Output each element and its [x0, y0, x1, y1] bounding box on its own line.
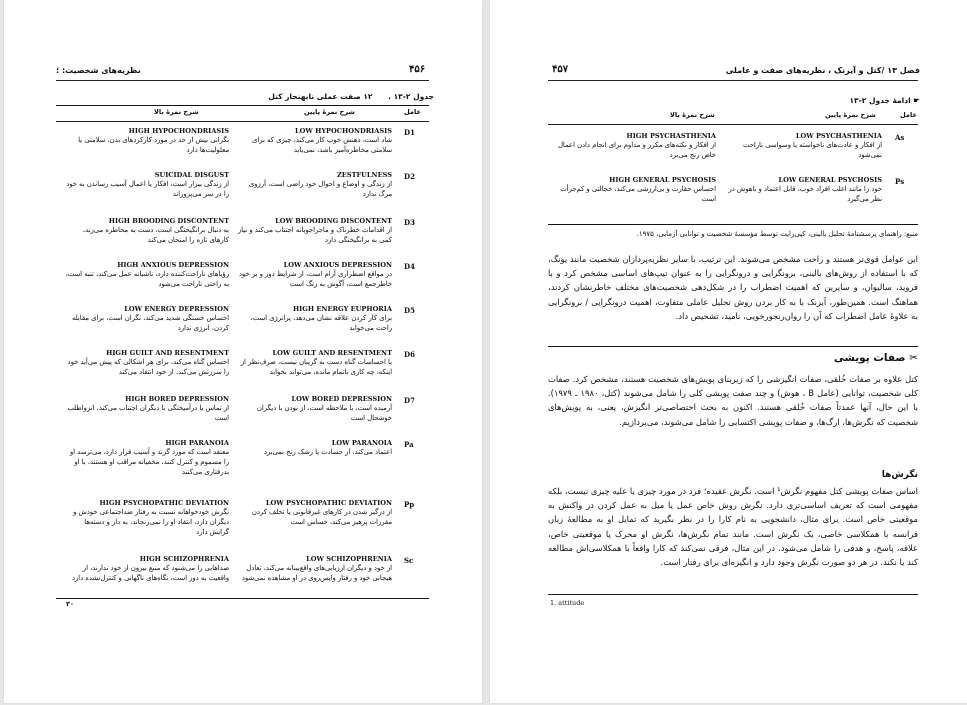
table-row — [490, 174, 967, 222]
footnote-rule — [548, 594, 918, 595]
section-rule — [548, 346, 918, 347]
low-score-cell-label: LOW HYPOCHONDRIASIS — [295, 127, 392, 135]
left-page — [4, 0, 482, 703]
low-score-cell-description: از افکار و عادت‌های ناخواسته یا وسواسی ناراحت نمی‌شود — [742, 141, 882, 159]
section-marker-icon: ✂ — [909, 352, 918, 364]
high-score-cell — [64, 439, 229, 477]
factor-code: D3 — [404, 218, 415, 227]
section-title: صفات پویشی — [833, 352, 906, 364]
factor-code: D1 — [404, 128, 415, 137]
high-score-cell-description: احساس حقارت و بی‌ارزشی می‌کند، خجالتی و کم‌جرأت است — [560, 185, 716, 203]
high-score-cell-label: HIGH GUILT AND RESENTMENT — [106, 349, 229, 357]
factor-code: Sc — [404, 556, 414, 565]
col-low: شرح نمرهٔ پایین — [825, 111, 876, 119]
table-header-rule — [548, 124, 918, 125]
high-score-cell — [64, 395, 229, 423]
source-note: منبع: راهنمای پرسشنامهٔ تحلیل بالینی، کپی‌رایت توسط مؤسسهٔ شخصیت و توانایی آزمایی، ۱۹۷۵. — [636, 230, 918, 238]
low-score-cell-description: برای کار کردن علاقه نشان می‌دهد، پرانرژی است، راحت می‌خوابد — [250, 314, 392, 332]
low-score-cell-label: LOW GUILT AND RESENTMENT — [272, 349, 392, 357]
high-score-cell-label: HIGH ANXIOUS DEPRESSION — [117, 261, 229, 269]
low-score-cell-description: با احساسات گناه دست به گریبان نیست، صرف‌نظر از اینکه، چه کاری ناتمام مانده، می‌تواند بخوابد — [240, 358, 392, 376]
high-score-cell-description: رؤیاهای ناراحت‌کننده دارد، ناشیانه عمل می‌کند، تنبه است، به راحتی ناراحت می‌شود — [65, 270, 229, 288]
running-head: نظریه‌های شخصیت: ؛ — [56, 66, 141, 75]
low-score-cell-label: LOW PSYCHASTHENIA — [795, 132, 882, 140]
paragraph-1: این عوامل قوی‌تر هستند و راحت مشخص می‌شوند. این ترتیب، با سایر نظریه‌پردازان شخصیت مانند یونگ، که با استفاده از روش‌های بالینی، برونگرایی و درونگرایی را به عنوان تیپ‌های اساسی مشخص کرد و با فروید، سالیوان، و سایرین که اهمیت اضطراب را در شکل‌دهی شخصیت‌های مختلف خاطرنشان کردند، هماهنگ است. همین‌طور، آیزنک با به کار بردن روش تحلیل عاملی متفاوت، اهمیت درونگرایی / برونگرایی به علاوهٔ عامل اضطراب که آن را روان‌رنجورخویی، نامید، تشخیص داد. — [548, 254, 918, 321]
low-score-cell — [234, 499, 392, 527]
table-row — [4, 437, 482, 497]
factor-code: As — [895, 133, 905, 142]
high-score-cell-label: HIGH PSYCHASTHENIA — [626, 132, 716, 140]
paragraph-2: کتل علاوه بر صفات خُلقی، صفات انگیزشی را که زیربنای پویش‌های شخصیت هستند، مشخص کرد. صفات کلی شخصیت، توانایی (عامل B ، هوش) و چند صفت پویشی کلی را شامل می‌شوند (کتل، ۱۹۸۰ ـ ۱۹۷۹). با این حال، آنها عمدتاً صفات خُلقی هستند. اکنون به بحث اختصاصی‌تر انگیزش، یعنی، به پویش‌های شخصیت که نگرش‌ها، ارگ‌ها، و صفات پویشی اکتسابی را شامل می‌شوند، می‌پردازیم. — [548, 374, 918, 427]
low-score-cell-label: LOW PARANOIA — [331, 439, 392, 447]
table-row — [4, 553, 482, 603]
high-score-cell — [554, 132, 716, 160]
col-high: شرح نمرهٔ بالا — [670, 111, 715, 119]
table-cont-caption-text: ادامهٔ جدول ۲-۱۳ — [849, 96, 911, 105]
low-score-cell-label: ZESTFULNESS — [336, 171, 392, 179]
high-score-cell-description: صداهایی را می‌شنود که منبع بیرون از خود ندارند، از واقعیت به دور است، نگاه‌های ناگهانی و کنترل‌نشده دارد — [71, 564, 229, 582]
table-caption-title: ۱۲ صفت عملی نابهنجار کتل — [268, 92, 373, 101]
table-row — [4, 125, 482, 169]
low-score-cell — [234, 171, 392, 199]
low-score-cell-description: از درگیر شدن در کارهای غیرقانونی یا تخلف کردن مقررات پرهیز می‌کند، حساس است — [251, 508, 392, 526]
high-score-cell-description: نگرانی بیش از حد در مورد کارکردهای بدن، سلامتی یا معلولیت‌ها دارد — [78, 136, 229, 154]
factor-code: Pp — [404, 500, 415, 509]
low-score-cell-description: از اقدامات خطرناک و ماجراجویانه اجتناب می‌کند و نیاز کمی به برانگیختگی دارد — [237, 226, 392, 244]
high-score-cell-label: HIGH GENERAL PSYCHOSIS — [609, 176, 716, 184]
col-low: شرح نمرهٔ پایین — [304, 108, 355, 116]
col-high: شرح نمرهٔ بالا — [154, 108, 199, 116]
subsection-title: نگرش‌ها — [881, 470, 918, 480]
high-score-cell-label: HIGH PSYCHOPATHIC DEVIATION — [99, 499, 229, 507]
low-score-cell-description: از خود و دیگران ارزیابی‌های واقع‌بینانه می‌کند، تعادل هیجانی خود و رفتار واپس‌روی در او مشاهده نمی‌شود — [241, 564, 392, 582]
high-score-cell — [64, 217, 229, 245]
factor-code: D4 — [404, 262, 415, 271]
low-score-cell-description: آرمیده است، با ملاحظه است، از بودن با دیگران خوشحال است — [256, 404, 392, 422]
factor-code: D6 — [404, 350, 415, 359]
high-score-cell-description: احساس گناه می‌کند، برای هر اشکالی که پیش می‌آید خود را سرزنش می‌کند، از خود انتقاد می‌کند — [67, 358, 229, 376]
low-score-cell-description: از زندگی و اوضاع و احوال خود راضی است، آرزوی مرگ ندارد — [248, 180, 392, 198]
high-score-cell — [64, 127, 229, 155]
page-number: ۴۵۷ — [552, 64, 569, 75]
low-score-cell — [234, 217, 392, 245]
low-score-cell-description: شاد است، ذهنش خوب کار می‌کند، چیزی که برای سلامتی مخاطره‌آمیز باشد، نمی‌یابد — [252, 136, 392, 154]
low-score-cell-label: LOW BORED DEPRESSION — [291, 395, 392, 403]
section-heading — [834, 352, 918, 364]
header-rule — [548, 80, 918, 81]
low-score-cell-description: خود را مانند اغلب افراد خوب، قابل اعتماد و باهوش در نظر می‌گیرد — [728, 185, 882, 203]
low-score-cell — [234, 261, 392, 289]
table-top-rule — [56, 105, 429, 106]
high-score-cell-description: از تماس با درآمیختگی با دیگران اجتناب می‌کند، انزواطلب است — [67, 404, 229, 422]
table-row — [4, 393, 482, 437]
right-page — [490, 0, 967, 703]
low-score-cell-description: در مواقع اضطراری آرام است، از شرایط دور و بر خود خاطرجمع است، آگوش به زنگ است — [238, 270, 392, 288]
high-score-cell-label: LOW ENERGY DEPRESSION — [124, 305, 229, 313]
low-score-cell — [234, 305, 392, 333]
low-score-cell-label: LOW PSYCHOPATHIC DEVIATION — [265, 499, 392, 507]
table-row — [4, 347, 482, 393]
high-score-cell — [64, 305, 229, 333]
high-score-cell-description: از زندگی بیزار است، افکار یا اعمال آسیب رساندن به خود را در سر می‌پروراند — [66, 180, 229, 198]
low-score-cell-label: HIGH ENERGY EUPHORIA — [292, 305, 392, 313]
table-caption-number: جدول ۲-۱۳ . — [388, 92, 434, 101]
table-cont-caption — [849, 96, 920, 105]
factor-code: Pa — [404, 440, 414, 449]
table-row — [4, 303, 482, 347]
high-score-cell-label: HIGH BROODING DISCONTENT — [108, 217, 229, 225]
low-score-cell-label: LOW GENERAL PSYCHOSIS — [778, 176, 882, 184]
high-score-cell-label: HIGH BORED DEPRESSION — [125, 395, 229, 403]
table-caption — [174, 92, 434, 101]
running-head: فصل ۱۳ /کتل و آیزنک ، نظریه‌های صفت و عاملی — [725, 66, 920, 75]
low-score-cell — [234, 439, 392, 457]
low-score-cell — [722, 176, 882, 204]
table-row — [490, 130, 967, 174]
low-score-cell — [234, 395, 392, 423]
table-bottom-rule — [56, 598, 429, 599]
factor-code: D2 — [404, 172, 415, 181]
low-score-cell — [234, 127, 392, 155]
low-score-cell-label: LOW BROODING DISCONTENT — [275, 217, 392, 225]
factor-code: Ps — [895, 177, 905, 186]
high-score-cell — [64, 349, 229, 377]
high-score-cell — [554, 176, 716, 204]
paragraph-3: اساس صفات پویشی کتل مفهوم نگرش¹ است. نگرش عقیده؛ فرد در مورد چیزی یا علیه چیزی نیست، بلکه مفهومی است که تعریف اساسی‌تری دارد. نگرش روش خاص عمل یا میل به عمل کردن در واکنش به موقعیتی خاص است. برای مثال، دانشجویی به نام کارا را در نظر بگیرید که تمایل او به مطالعهٔ زبان فرانسه با همکلاسی خاصی، یک نگرش است. مانند تمام نگرش‌ها، نگرش او محرک یا موقعیتی خاص، علاقه، پاسخ، و هدفی را شامل می‌شود. در این مثال، فرقی نمی‌کند که کارا واقعاً با همکلاسی‌اش مطالعه کند یا نکند. در هر دو صورت نگرش وجود دارد و انگیزه‌ای برای رفتار است. — [548, 486, 918, 568]
col-factor: عامل — [404, 108, 421, 116]
high-score-cell-description: احساس خستگی شدید می‌کند، نگران است، برای مقابله کردن، انرژی ندارد — [72, 314, 229, 332]
col-factor: عامل — [900, 111, 917, 119]
low-score-cell-label: LOW SCHIZOPHRENIA — [306, 555, 392, 563]
low-score-cell-description: اعتماد می‌کند، از حسادت یا رشک رنج نمی‌برد — [263, 448, 392, 456]
high-score-cell-description: معتقد است که مورد گزند و آسیب قرار دارد، می‌ترسد او را مسموم و کنترل کنند، مخفیانه مراقب او هستند، با او بدرفتاری می‌کنند — [69, 448, 229, 476]
high-score-cell-description: از افکار و نکته‌های مکرر و مداوم برای انجام دادن اعمال خاص رنج می‌برد — [557, 141, 716, 159]
header-rule — [56, 80, 429, 81]
table-row — [4, 497, 482, 553]
table-row — [4, 215, 482, 259]
low-score-cell — [234, 349, 392, 377]
table-bottom-rule — [548, 224, 918, 225]
high-score-cell-description: نگرش خودخواهانه نسبت به رفتار ضداجتماعی خودش و دیگران دارد، انتقاد او را نمی‌رنجاند، به دار و دسته‌ها گرایش دارد — [72, 508, 229, 536]
high-score-cell-label: SUICIDAL DISGUST — [154, 171, 229, 179]
caption-marker-icon: ☛ — [913, 96, 920, 105]
table-row — [4, 169, 482, 215]
high-score-cell-label: HIGH HYPOCHONDRIASIS — [128, 127, 229, 135]
low-score-cell — [234, 555, 392, 583]
high-score-cell-label: HIGH SCHIZOPHRENIA — [139, 555, 229, 563]
page-number: ۴۵۶ — [409, 64, 426, 75]
footnote: 1. attitude — [550, 599, 585, 607]
low-score-cell — [722, 132, 882, 160]
factor-code: D7 — [404, 396, 415, 405]
high-score-cell — [64, 261, 229, 289]
high-score-cell — [64, 171, 229, 199]
high-score-cell — [64, 555, 229, 583]
table-header-rule — [56, 121, 429, 122]
high-score-cell-description: به دنبال برانگیختگی است، دست به مخاطره می‌زند، کارهای تازه را امتحان می‌کند — [82, 226, 229, 244]
table-row — [4, 259, 482, 303]
factor-code: D5 — [404, 306, 415, 315]
high-score-cell — [64, 499, 229, 537]
bottom-mark: ۳۰ — [66, 600, 75, 608]
high-score-cell-label: HIGH PARANOIA — [165, 439, 229, 447]
low-score-cell-label: LOW ANXIOUS DEPRESSION — [283, 261, 392, 269]
